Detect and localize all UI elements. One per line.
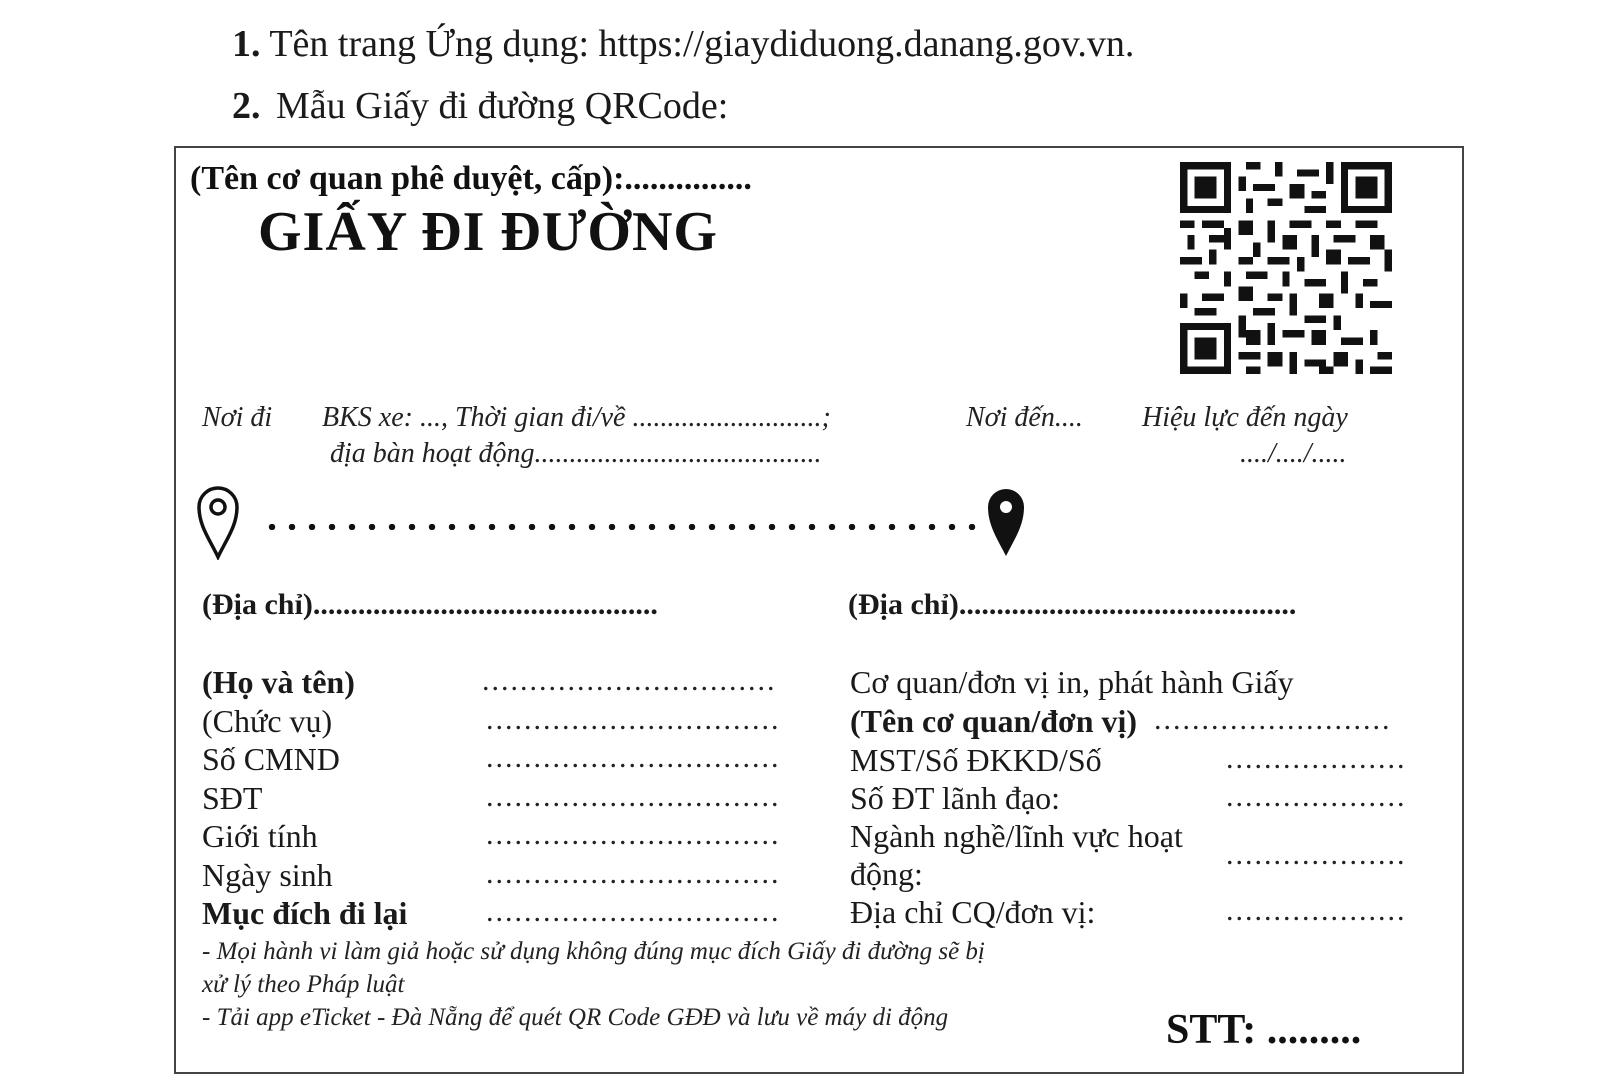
person-field-row: [202, 818, 832, 857]
intro-item-2-text: Mẫu Giấy đi đường QRCode:: [276, 85, 729, 127]
document-title: GIẤY ĐI ĐƯỜNG: [258, 201, 718, 263]
org-name-dots: .........................: [1154, 703, 1392, 736]
org-heading: Cơ quan/đơn vị in, phát hành Giấy: [850, 664, 1294, 700]
person-field-row: [202, 780, 832, 819]
person-field-row: [202, 664, 832, 703]
person-field-label: Mục đích đi lại: [202, 895, 408, 931]
person-field-label: (Họ và tên): [202, 664, 355, 700]
map-pin-outline-icon: [196, 484, 240, 560]
person-field-dots: ...............................: [486, 702, 781, 736]
person-field-dots: ...............................: [486, 741, 781, 774]
person-field-label: Giới tính: [202, 818, 318, 854]
person-field-label: SĐT: [202, 779, 263, 816]
person-field-dots: ...............................: [486, 779, 781, 813]
intro-item-1-text: Tên trang Ứng dụng: https://giaydiduong.danang.gov.vn.: [269, 23, 1135, 65]
org-name-label: (Tên cơ quan/đơn vị): [850, 703, 1138, 739]
operating-area-line: địa bàn hoạt động.........................................: [330, 438, 822, 469]
app-note-line: - Tải app eTicket - Đà Nẵng để quét QR Code GĐĐ và lưu về máy di động: [202, 1004, 949, 1031]
validity-label: Hiệu lực đến ngày: [1142, 402, 1348, 433]
intro-item-2-number: 2.: [232, 85, 261, 127]
org-leader-phone-label: Số ĐT lãnh đạo:: [850, 780, 1061, 816]
origin-address: (Địa chỉ)..............................................: [202, 588, 658, 621]
qr-code-icon: [1180, 162, 1392, 374]
vehicle-time-line: BKS xe: ..., Thời gian đi/về ...........................;: [322, 402, 831, 433]
person-field-label: (Chức vụ): [202, 702, 333, 739]
person-field-label: Ngày sinh: [202, 856, 333, 893]
person-field-dots: ...............................: [486, 895, 781, 928]
org-industry-label-cont: động:: [850, 856, 923, 892]
intro-item-1-number: 1.: [232, 23, 261, 65]
route-dotted-line: [262, 524, 976, 530]
destination-label: Nơi đến....: [966, 402, 1083, 433]
person-field-row: [202, 895, 832, 934]
travel-permit-card: [174, 146, 1464, 1074]
agency-line: (Tên cơ quan phê duyệt, cấp):...............: [190, 160, 752, 197]
person-field-label: Số CMND: [202, 741, 340, 777]
warning-note-line-2: xử lý theo Pháp luật: [202, 971, 405, 998]
person-field-list: [202, 664, 832, 934]
origin-label: Nơi đi: [202, 402, 273, 433]
person-field-row: [202, 857, 832, 896]
org-industry-dots: ...................: [1226, 838, 1407, 871]
intro-item-2: [232, 84, 728, 128]
serial-number: STT: .........: [1166, 1007, 1362, 1053]
org-tax-label: MST/Số ĐKKD/Số: [850, 742, 1102, 778]
person-field-dots: ...............................: [486, 818, 781, 851]
org-leader-phone-dots: ...................: [1226, 780, 1407, 813]
person-field-dots: ...............................: [482, 664, 777, 697]
validity-date: ..../..../.....: [1240, 438, 1347, 469]
intro-item-1: [232, 22, 1134, 66]
person-field-row: [202, 741, 832, 780]
org-address-dots: ...................: [1226, 894, 1407, 927]
person-field-row: [202, 703, 832, 742]
person-field-dots: ...............................: [486, 856, 781, 890]
org-address-label: Địa chỉ CQ/đơn vị:: [850, 894, 1096, 930]
org-tax-dots: ...................: [1226, 742, 1407, 775]
org-industry-label: Ngành nghề/lĩnh vực hoạt: [850, 818, 1183, 854]
destination-address: (Địa chỉ).............................................: [848, 588, 1297, 621]
map-pin-filled-icon: [986, 486, 1026, 558]
warning-note-line-1: - Mọi hành vi làm giả hoặc sử dụng không đúng mục đích Giấy đi đường sẽ bị: [202, 938, 985, 965]
